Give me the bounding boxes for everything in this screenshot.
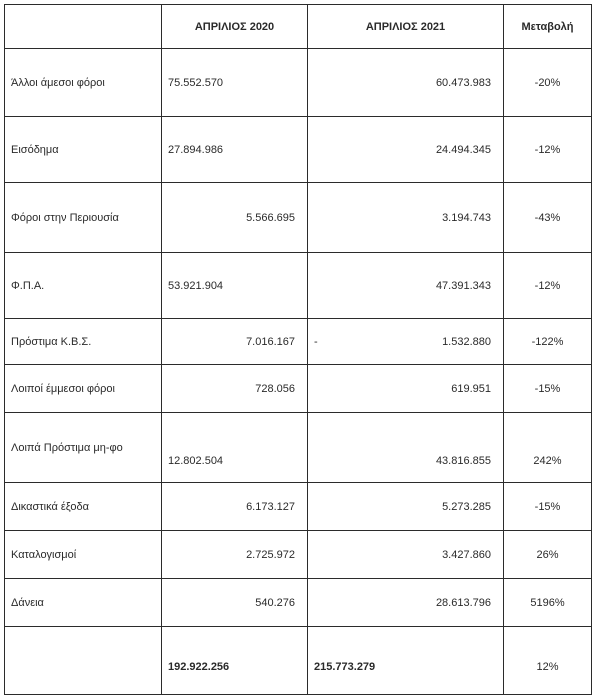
- row-value-2021: 47.391.343: [308, 253, 504, 319]
- row-value-2021: 28.613.796: [308, 579, 504, 627]
- revenue-comparison-table: [4, 4, 592, 695]
- header-change: Μεταβολή: [504, 5, 592, 49]
- negative-dash: -: [314, 335, 318, 348]
- row-value-2021: 24.494.345: [308, 117, 504, 183]
- total-2020: 192.922.256: [162, 627, 308, 695]
- header-april-2020: ΑΠΡΙΛΙΟΣ 2020: [162, 5, 308, 49]
- table-row: [5, 413, 592, 483]
- row-change: -122%: [504, 319, 592, 365]
- row-value-2021: 1.532.880: [442, 335, 491, 348]
- row-value-2020: 12.802.504: [162, 413, 308, 483]
- row-change: 242%: [504, 413, 592, 483]
- table-row: [5, 579, 592, 627]
- row-value-2020: 2.725.972: [162, 531, 308, 579]
- row-category: Φ.Π.Α.: [5, 253, 162, 319]
- table-row: [5, 483, 592, 531]
- row-value-2021-cell: [308, 319, 504, 365]
- row-category: Λοιποί έμμεσοι φόροι: [5, 365, 162, 413]
- total-change: 12%: [504, 627, 592, 695]
- row-value-2020: 5.566.695: [162, 183, 308, 253]
- table-row: [5, 253, 592, 319]
- row-category: Καταλογισμοί: [5, 531, 162, 579]
- row-change: -15%: [504, 365, 592, 413]
- totals-empty-cell: [5, 627, 162, 695]
- row-value-2020: 27.894.986: [162, 117, 308, 183]
- row-value-2021: 3.194.743: [308, 183, 504, 253]
- row-category: Δικαστικά έξοδα: [5, 483, 162, 531]
- totals-row: [5, 627, 592, 695]
- table-row: [5, 365, 592, 413]
- table-row: [5, 319, 592, 365]
- row-category: Δάνεια: [5, 579, 162, 627]
- row-value-2020: 728.056: [162, 365, 308, 413]
- table-row: [5, 49, 592, 117]
- row-change: -43%: [504, 183, 592, 253]
- table-row: [5, 183, 592, 253]
- row-value-2021: 5.273.285: [308, 483, 504, 531]
- row-value-2021: 43.816.855: [308, 413, 504, 483]
- row-change: -20%: [504, 49, 592, 117]
- row-value-2021: 60.473.983: [308, 49, 504, 117]
- total-2021: 215.773.279: [308, 627, 504, 695]
- row-category: Εισόδημα: [5, 117, 162, 183]
- table-header-row: [5, 5, 592, 49]
- row-change: -15%: [504, 483, 592, 531]
- row-category: Πρόστιμα Κ.Β.Σ.: [5, 319, 162, 365]
- row-category: Άλλοι άμεσοι φόροι: [5, 49, 162, 117]
- row-value-2020: 75.552.570: [162, 49, 308, 117]
- row-change: 5196%: [504, 579, 592, 627]
- header-april-2021: ΑΠΡΙΛΙΟΣ 2021: [308, 5, 504, 49]
- row-change: -12%: [504, 117, 592, 183]
- row-change: -12%: [504, 253, 592, 319]
- row-value-2020: 7.016.167: [162, 319, 308, 365]
- table-row: [5, 531, 592, 579]
- table-row: [5, 117, 592, 183]
- row-value-2021: 3.427.860: [308, 531, 504, 579]
- row-change: 26%: [504, 531, 592, 579]
- header-empty-cell: [5, 5, 162, 49]
- row-value-2020: 540.276: [162, 579, 308, 627]
- row-category: Φόροι στην Περιουσία: [5, 183, 162, 253]
- row-value-2020: 53.921.904: [162, 253, 308, 319]
- row-category: Λοιπά Πρόστιμα μη-φο: [5, 413, 162, 483]
- row-value-2020: 6.173.127: [162, 483, 308, 531]
- row-value-2021: 619.951: [308, 365, 504, 413]
